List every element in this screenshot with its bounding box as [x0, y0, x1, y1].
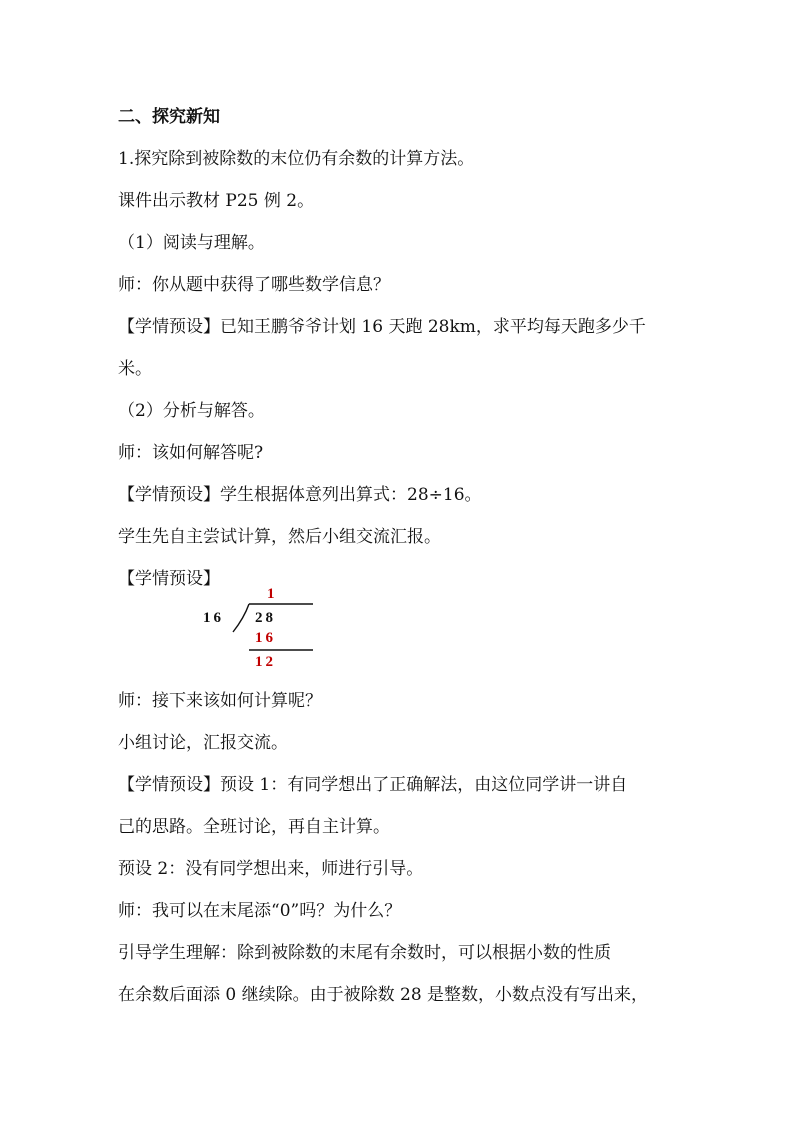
- text-line: （2）分析与解答。: [118, 401, 265, 421]
- text-line: 师：你从题中获得了哪些数学信息？: [118, 275, 390, 295]
- text-line: 【学情预设】已知王鹏爷爷计划 16 天跑 28km，求平均每天跑多少千: [118, 317, 646, 337]
- division-dividend: 28: [255, 610, 276, 626]
- division-product: 16: [255, 630, 276, 646]
- long-division: [200, 582, 330, 672]
- text-line: 【学情预设】预设 1：有同学想出了正确解法，由这位同学讲一讲自: [118, 775, 628, 795]
- text-line: 【学情预设】: [118, 569, 220, 589]
- text-line: 在余数后面添 0 继续除。由于被除数 28 是整数，小数点没有写出来，: [118, 985, 649, 1005]
- text-line: 1.探究除到被除数的末位仍有余数的计算方法。: [118, 149, 475, 169]
- text-line: 师：该如何解答呢?: [118, 443, 264, 463]
- text-line: 米。: [118, 359, 152, 379]
- section-heading: 二、探究新知: [118, 107, 220, 127]
- text-line: 学生先自主尝试计算，然后小组交流汇报。: [118, 527, 441, 547]
- text-line: 小组讨论，汇报交流。: [118, 733, 288, 753]
- text-line: 引导学生理解：除到被除数的末尾有余数时，可以根据小数的性质: [118, 943, 611, 963]
- text-line: 师：我可以在末尾添“0”吗？为什么？: [118, 901, 402, 921]
- division-divisor: 16: [203, 610, 224, 626]
- division-remainder: 12: [255, 654, 276, 670]
- text-line: 己的思路。全班讨论，再自主计算。: [118, 817, 390, 837]
- text-line: 【学情预设】学生根据体意列出算式：28÷16。: [118, 485, 482, 505]
- text-line: 预设 2：没有同学想出来，师进行引导。: [118, 859, 424, 879]
- division-quotient: 1: [267, 586, 278, 602]
- text-line: （1）阅读与理解。: [118, 233, 265, 253]
- text-line: 师：接下来该如何计算呢？: [118, 691, 322, 711]
- text-line: 课件出示教材 P25 例 2。: [118, 191, 315, 211]
